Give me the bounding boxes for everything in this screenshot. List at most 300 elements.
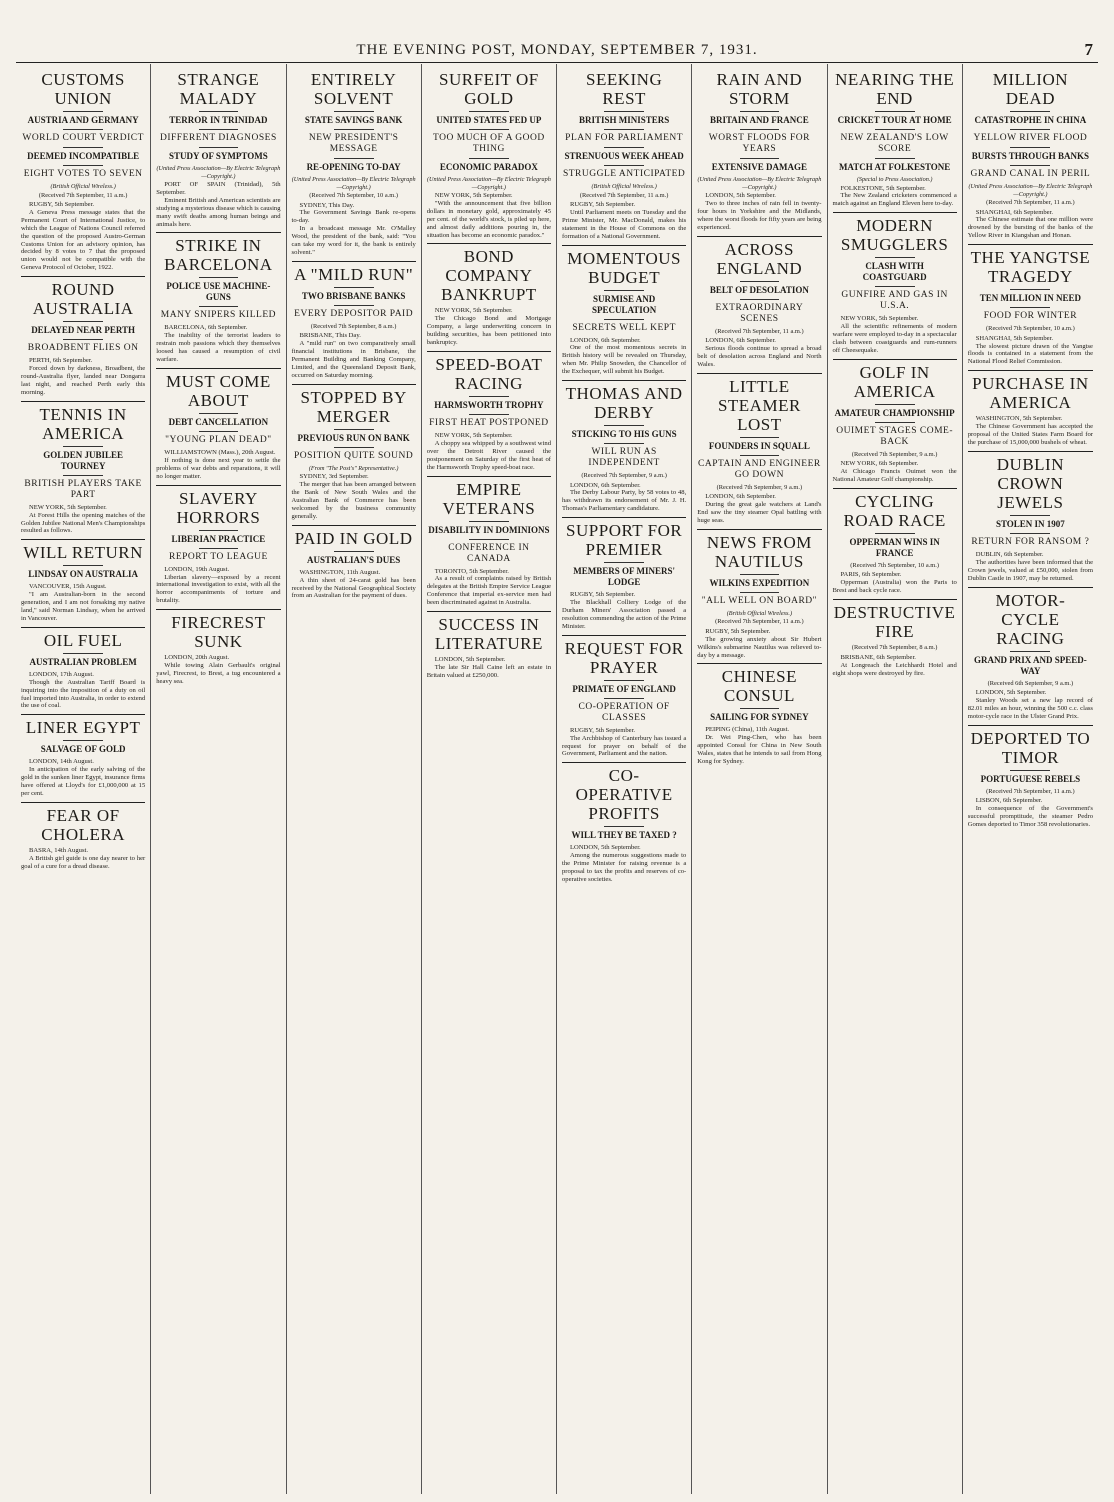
column-7 — [828, 64, 963, 1494]
story — [156, 236, 280, 364]
story-subhead: BRITAIN AND FRANCE — [709, 115, 809, 125]
story-separator — [562, 635, 686, 636]
story-subhead: PRIMATE OF ENGLAND — [572, 683, 676, 694]
story-paragraph: LONDON, 5th September. — [975, 689, 1047, 696]
story-subhead: CLASH WITH COASTGUARD — [862, 261, 927, 283]
story-subhead: POLICE USE MACHINE-GUNS — [166, 281, 271, 303]
story-subhead: RE-OPENING TO-DAY — [306, 162, 401, 172]
story-paragraph: NEW YORK, 5th September. — [434, 307, 513, 315]
wire-credit: (United Press Association—By Electric Telegraph—Copyright.) — [968, 183, 1093, 198]
story-headline: ACROSS ENGLAND — [716, 239, 803, 278]
headline-rule — [199, 548, 239, 549]
received-time: (Received 7th September, 11 a.m.) — [986, 787, 1075, 795]
story-subhead: DISABILITY IN DOMINIONS — [428, 524, 550, 535]
story-headline: DESTRUCTIVE FIRE — [833, 603, 956, 642]
story — [21, 631, 145, 711]
story-paragraph: Opperman (Australia) won the Paris to Brest and back cycle race. — [832, 579, 957, 595]
headline-rule — [1010, 129, 1050, 130]
story-paragraph: Liberian slavery—exposed by a recent international investigation to exist, with all the horror accompaniments of torture and brutality. — [156, 573, 281, 605]
story-headline: PURCHASE IN AMERICA — [972, 374, 1089, 413]
story-paragraph: At Longreach the Leichhardt Hotel and eight shops were destroyed by fire. — [832, 661, 957, 677]
story-subhead: SECRETS WELL KEPT — [572, 322, 676, 333]
story-paragraph: Though the Australian Tariff Board is inquiring into the imposition of a duty on oil fuel imported into Australia, in order to extend the use of coal. — [21, 678, 146, 710]
headline-rule — [1010, 307, 1050, 308]
column-8 — [963, 64, 1098, 1494]
story-headline: DEPORTED TO TIMOR — [970, 728, 1091, 767]
story-headline: DUBLIN CROWN JEWELS — [996, 454, 1064, 512]
story-paragraph: NEW YORK, 5th September. — [434, 431, 513, 439]
story-headline: CYCLING ROAD RACE — [843, 491, 946, 530]
headline-rule — [469, 521, 509, 522]
story-headline: SUCCESS IN LITERATURE — [434, 615, 543, 654]
headline-rule — [334, 287, 374, 288]
wire-credit: (British Official Wireless.) — [726, 609, 792, 617]
story-headline: STRIKE IN BARCELONA — [164, 236, 273, 275]
headline-rule — [63, 129, 103, 130]
headline-rule — [604, 698, 644, 699]
story-paragraph: TORONTO, 5th September. — [434, 567, 509, 575]
story — [292, 388, 416, 521]
story-headline: LITTLE STEAMER LOST — [717, 376, 801, 434]
story-subhead: WORLD COURT VERDICT — [22, 133, 144, 143]
story-paragraph: At Forest Hills the opening matches of the Golden Jubilee National Men's Championships resulted as follows. — [21, 511, 146, 535]
received-time: (Received 7th September, 8 a.m.) — [851, 644, 938, 652]
story-subhead: WORST FLOODS FOR YEARS — [708, 133, 810, 154]
headline-rule — [875, 158, 915, 159]
story — [562, 639, 686, 759]
story-subhead: LINDSAY ON AUSTRALIA — [28, 569, 139, 580]
headline-rule — [199, 129, 239, 130]
headline-rule — [334, 447, 374, 448]
story — [21, 543, 145, 623]
received-time: (Received 7th September, 10 a.m.) — [309, 192, 398, 199]
headline-rule — [469, 111, 509, 112]
wire-credit: (United Press Association—By Electric Telegraph—Copyright.) — [156, 165, 281, 180]
story-paragraph: NEW YORK, 6th September. — [840, 460, 919, 468]
story-paragraph: SYDNEY, This Day. — [299, 201, 355, 209]
received-time: (Received 7th September, 11 a.m.) — [38, 191, 128, 199]
headline-rule — [334, 551, 374, 552]
story — [292, 70, 416, 257]
wire-credit: (British Official Wireless.) — [591, 183, 657, 190]
story-paragraph: Eminent British and American scientists are studying a mysterious disease which is causing many swift deaths among human beings and animals here. — [156, 196, 281, 228]
headline-rule — [875, 422, 915, 423]
headline-rule — [469, 129, 509, 130]
story-paragraph: During the great gale watchers at Land's End saw the tiny steamer Opal battling with huge seas. — [697, 501, 822, 524]
headline-rule — [740, 158, 780, 159]
story — [21, 70, 145, 272]
headline-rule — [740, 129, 780, 130]
story-paragraph: PEIPING (China), 11th August. — [705, 726, 790, 734]
story-paragraph: The slowest picture drawn of the Yangtse floods is contained in a statement from the National Flood Relief Commission. — [967, 342, 1093, 366]
story — [21, 718, 145, 798]
story-separator — [427, 476, 551, 477]
headline-rule — [740, 111, 780, 112]
headline-rule — [604, 129, 644, 130]
story-headline: CO-OPERATIVE PROFITS — [575, 766, 673, 824]
story-headline: FEAR OF CHOLERA — [41, 805, 126, 844]
received-time: (Received 7th September, 9 a.m.) — [581, 472, 667, 480]
headline-rule — [63, 111, 103, 112]
story-subhead: RETURN FOR RANSOM ? — [971, 536, 1090, 547]
story-subhead: DEEMED INCOMPATIBLE — [27, 151, 140, 161]
story — [562, 384, 686, 513]
story — [562, 521, 686, 631]
story-subhead: EXTRAORDINARY SCENES — [715, 302, 804, 324]
story-paragraph: One of the most momentous secrets in British history will be revealed on Thursday, when Mr. Philip Snowden, the Chancellor of the Exchequer, will submit his Budget. — [562, 344, 687, 376]
story-subhead: STICKING TO HIS GUNS — [571, 429, 677, 440]
columns — [16, 64, 1098, 1494]
story-subhead: AUSTRALIAN PROBLEM — [29, 656, 137, 667]
headline-rule — [63, 165, 103, 166]
headline-rule — [604, 165, 644, 166]
story-paragraph: A "mild run" on two comparatively small financial institutions in Brisbane, the Permanent Building and Banking Company, Limited, and the Queensland Deposit Bank, occurred on Saturday morning. — [291, 340, 416, 379]
headline-rule — [469, 396, 509, 397]
page-number: 7 — [1084, 40, 1094, 59]
story-subhead: NEW PRESIDENT'S MESSAGE — [308, 133, 399, 154]
headline-rule — [334, 305, 374, 306]
story-paragraph: LONDON, 6th September. — [705, 493, 776, 501]
headline-rule — [604, 443, 644, 444]
story-headline: LINER EGYPT — [25, 718, 141, 738]
story-subhead: POSITION QUITE SOUND — [294, 450, 414, 461]
story-subhead: "YOUNG PLAN DEAD" — [165, 434, 272, 445]
story-headline: NEARING THE END — [835, 70, 955, 108]
story-subhead: WILL RUN AS INDEPENDENT — [588, 447, 660, 469]
story-subhead: STUDY OF SYMPTOMS — [169, 151, 268, 161]
received-time: (Received 7th September, 9 a.m.) — [716, 483, 803, 491]
column-1 — [16, 64, 151, 1494]
headline-rule — [1010, 770, 1050, 771]
headline-rule — [469, 158, 509, 159]
story-paragraph: If nothing is done next year to settle the problems of war debts and reparations, it will no longer matter. — [156, 456, 281, 480]
headline-rule — [604, 425, 644, 426]
story-paragraph: LONDON, 6th September. — [570, 481, 641, 489]
story-headline: REQUEST FOR PRAYER — [564, 638, 684, 677]
headline-rule — [604, 111, 644, 112]
headline-rule — [1010, 533, 1050, 534]
story — [427, 70, 551, 239]
story-separator — [156, 609, 280, 610]
headline-rule — [199, 306, 239, 307]
story-subhead: BURSTS THROUGH BANKS — [971, 151, 1090, 161]
story — [21, 405, 145, 536]
story — [562, 249, 686, 377]
story-paragraph: All the scientific refinements of modern warfare were employed to-day in a spectacular clash between coastguards and rum-runners off Cheesequake. — [832, 323, 957, 354]
story-paragraph: FOLKESTONE, 5th September. — [840, 184, 926, 192]
story-headline: MOMENTOUS BUDGET — [567, 248, 681, 287]
story-paragraph: SHANGHAI, 5th September. — [975, 334, 1054, 342]
story-separator — [156, 368, 280, 369]
story-subhead: BRITISH PLAYERS TAKE PART — [24, 478, 142, 500]
story-subhead: FOUNDERS IN SQUALL — [708, 440, 810, 451]
story-headline: PAID IN GOLD — [294, 528, 413, 548]
column-4 — [422, 64, 557, 1494]
story-paragraph: BRISBANE, This Day. — [299, 332, 361, 340]
story-paragraph: DUBLIN, 6th September. — [975, 550, 1044, 558]
story-paragraph: The Chinese Government has accepted the proposal of the United States Farm Board for the purchase of 15,000,000 bushels of wheat. — [967, 423, 1093, 446]
story-separator — [21, 714, 145, 715]
wire-credit: (United Press Association—By Electric Telegraph—Copyright.) — [426, 176, 551, 191]
story-separator — [833, 599, 957, 600]
story-separator — [292, 261, 416, 262]
story — [833, 70, 957, 208]
headline-rule — [1010, 147, 1050, 148]
story-paragraph: LONDON, 19th August. — [164, 565, 230, 573]
story-paragraph: BASRA, 14th August. — [29, 846, 88, 854]
story-headline: SEEKING REST — [586, 70, 663, 108]
story-subhead: DIFFERENT DIAGNOSES — [160, 133, 277, 143]
story-subhead: DEBT CANCELLATION — [168, 416, 269, 427]
headline-rule — [875, 111, 915, 112]
story-paragraph: NEW YORK, 5th September. — [29, 503, 107, 511]
story — [833, 363, 957, 484]
headline-rule — [1010, 289, 1050, 290]
story-subhead: EXTENSIVE DAMAGE — [711, 162, 807, 172]
story-separator — [562, 517, 686, 518]
story-paragraph: Serious floods continue to spread a broad belt of desolation across England and North Wales. — [697, 344, 822, 368]
headline-rule — [63, 653, 103, 654]
headline-rule — [199, 277, 239, 278]
story — [427, 480, 551, 608]
received-time: (Received 7th September, 9 a.m.) — [851, 450, 938, 458]
story-headline: BOND COMPANY BANKRUPT — [441, 247, 537, 305]
story-paragraph: The Chicago Bond and Mortgage Company, a large underwriting concern in building securities, has been petitioned into bankruptcy. — [426, 315, 551, 347]
story-subhead: GRAND CANAL IN PERIL — [970, 169, 1091, 179]
story-paragraph: RUGBY, 5th September. — [705, 627, 771, 635]
headline-rule — [875, 404, 915, 405]
story-subhead: OPPERMAN WINS IN FRANCE — [849, 536, 940, 558]
story-headline: SLAVERY HORRORS — [176, 488, 261, 527]
story-headline: EMPIRE VETERANS — [442, 479, 536, 518]
story-subhead: CAPTAIN AND ENGINEER GO DOWN — [698, 458, 821, 480]
headline-rule — [199, 147, 239, 148]
story-separator — [21, 401, 145, 402]
story-subhead: FOOD FOR WINTER — [983, 311, 1078, 322]
story-headline: TENNIS IN AMERICA — [39, 404, 127, 443]
story-subhead: CRICKET TOUR AT HOME — [837, 115, 952, 125]
story-subhead: HARMSWORTH TROPHY — [434, 399, 544, 410]
story-separator — [833, 212, 957, 213]
headline-rule — [1010, 515, 1050, 516]
wire-credit: (From "The Post's" Representative.) — [308, 464, 399, 472]
story-subhead: STRUGGLE ANTICIPATED — [562, 169, 686, 179]
story-headline: ROUND AUSTRALIA — [32, 280, 134, 319]
story-paragraph: A Geneva Press message states that the Permanent Court of International Justice, to which the League of Nations Council referred the question of the proposed Austro-German Customs Union for an advisory opinion, has decided by 8 votes to 7 that the proposed union would not be compatible with the Geneva Protocol of October, 1922. — [21, 208, 146, 272]
received-time: (Received 7th September, 11 a.m.) — [579, 191, 669, 199]
wire-credit: (United Press Association—By Electric Telegraph—Copyright.) — [697, 176, 822, 191]
headline-rule — [740, 455, 780, 456]
story-paragraph: SYDNEY, 3rd September. — [299, 473, 369, 481]
story — [833, 492, 957, 595]
story-separator — [968, 725, 1093, 726]
story — [697, 667, 821, 766]
story-paragraph: LONDON, 17th August. — [29, 670, 94, 678]
story-paragraph: LONDON, 6th September. — [705, 337, 776, 345]
story-paragraph: The authorities have been informed that the Crown jewels, valued at £50,000, stolen from Dublin Castle in 1907, may be returned. — [967, 558, 1093, 582]
headline-rule — [199, 111, 239, 112]
headline-rule — [199, 413, 239, 414]
story — [697, 70, 821, 232]
story-subhead: BELT OF DESOLATION — [709, 284, 809, 295]
headline-rule — [199, 530, 239, 531]
story-paragraph: The New Zealand cricketers commenced a match against an England Eleven here to-day. — [832, 192, 957, 208]
headline-rule — [875, 533, 915, 534]
story — [968, 591, 1093, 721]
wire-credit: (Special to Press Association.) — [856, 176, 933, 183]
story-subhead: ECONOMIC PARADOX — [439, 162, 538, 172]
story-paragraph: A thin sheet of 24-carat gold has been received by the National Geographical Society from an Australian for the payment of dues. — [291, 576, 416, 600]
story-paragraph: The merger that has been arranged between the Bank of New South Wales and the Australian Bank of Commerce has been welcomed by the business community generally. — [291, 481, 416, 520]
story — [427, 247, 551, 347]
story-paragraph: In anticipation of the early salving of the gold in the sunken liner Egypt, insurance firms have offered at Lloyd's for £1,000,000 at 15 per cent. — [21, 766, 146, 797]
story-paragraph: WILLIAMSTOWN (Mass.), 20th August. — [164, 448, 276, 456]
headline-rule — [1010, 111, 1050, 112]
story-paragraph: Forced down by darkness, Broadbent, the round-Australia flyer, landed near Dongarra last night, and reached Perth early this morning. — [21, 365, 146, 396]
story-subhead: OUIMET STAGES COME-BACK — [836, 425, 953, 447]
masthead — [16, 38, 1098, 63]
story-subhead: STOLEN IN 1907 — [995, 518, 1065, 529]
story-headline: MOTOR-CYCLE RACING — [995, 590, 1066, 648]
story-separator — [21, 276, 145, 277]
story-headline: STRANGE MALADY — [177, 70, 260, 108]
story — [968, 455, 1093, 583]
story-paragraph: LONDON, 5th September. — [570, 844, 641, 852]
story-subhead: FIRST HEAT POSTPONED — [429, 417, 549, 428]
received-time: (Received 7th September, 10 a.m.) — [850, 561, 939, 569]
story-separator — [697, 663, 821, 664]
story-paragraph: VANCOUVER, 15th August. — [29, 583, 107, 591]
story-paragraph: PORT OF SPAIN (Trinidad), 5th September. — [156, 181, 281, 196]
story-subhead: AMATEUR CHAMPIONSHIP — [834, 407, 955, 418]
story-paragraph: Dr. Wei Ping-Chen, who has been appointed Consul for China in New South Wales, states that he intends to sail from Hong Kong for Sydney. — [697, 734, 822, 766]
story — [562, 766, 686, 884]
story-subhead: AUSTRALIAN'S DUES — [306, 554, 401, 565]
story-headline: CHINESE CONSUL — [721, 667, 798, 706]
story — [21, 806, 145, 871]
headline-rule — [63, 475, 103, 476]
story-separator — [21, 539, 145, 540]
story-paragraph: Stanley Woods set a new lap record of 82.01 miles an hour, winning the 500 c.c. class motor-cycle race in the Ulster Grand Prix. — [967, 696, 1093, 720]
story — [21, 280, 145, 397]
story-headline: SURFEIT OF GOLD — [439, 70, 539, 108]
story-subhead: PORTUGUESE REBELS — [980, 773, 1081, 784]
headline-rule — [604, 826, 644, 827]
story-headline: STOPPED BY MERGER — [300, 387, 407, 426]
story — [562, 70, 686, 241]
headline-rule — [875, 129, 915, 130]
story — [697, 240, 821, 369]
received-time: (Received 6th September, 9 a.m.) — [987, 679, 1074, 687]
story-separator — [427, 611, 551, 612]
story-headline: RAIN AND STORM — [716, 70, 803, 108]
received-time: (Received 7th September, 10 a.m.) — [986, 325, 1075, 333]
story — [292, 265, 416, 380]
story-subhead: LIBERIAN PRACTICE — [171, 533, 266, 544]
story-separator — [968, 451, 1093, 452]
story-headline: SPEED-BOAT RACING — [435, 354, 543, 393]
headline-rule — [740, 592, 780, 593]
headline-rule — [740, 281, 780, 282]
story-subhead: UNITED STATES FED UP — [436, 115, 542, 125]
story-separator — [562, 762, 686, 763]
story-separator — [292, 384, 416, 385]
headline-rule — [334, 129, 374, 130]
story-subhead: TEN MILLION IN NEED — [979, 293, 1082, 304]
story-paragraph: RUGBY, 5th September. — [570, 201, 636, 208]
wire-credit: (British Official Wireless.) — [50, 183, 116, 190]
headline-rule — [875, 257, 915, 258]
story-headline: GOLF IN AMERICA — [853, 362, 936, 401]
story-paragraph: LONDON, 14th August. — [29, 758, 94, 766]
story-paragraph: BRISBANE, 6th September. — [840, 653, 916, 661]
story-paragraph: RUGBY, 5th September. — [29, 201, 95, 208]
column-6 — [692, 64, 827, 1494]
story-subhead: SAILING FOR SYDNEY — [710, 712, 809, 723]
story-paragraph: LONDON, 20th August. — [164, 654, 230, 662]
story-headline: OIL FUEL — [43, 630, 123, 650]
story-paragraph: A choppy sea whipped by a southwest wind over the Detroit River caused the postponement on Saturday of the first heat of the Harmsworth Trophy speed-boat race. — [426, 439, 551, 471]
story-paragraph: Until Parliament meets on Tuesday and the Prime Minister, Mr. MacDonald, makes his statement in the House of Commons on the formation of a National Government. — [562, 208, 687, 240]
story — [156, 613, 280, 686]
headline-rule — [469, 539, 509, 540]
story-paragraph: BARCELONA, 6th September. — [164, 324, 248, 332]
story-headline: FIRECREST SUNK — [171, 613, 266, 652]
story-paragraph: Among the numerous suggestions made to the Prime Minister for raising revenue is a proposal to tax the profits and reserves of co-operative societies. — [562, 852, 687, 883]
story-subhead: CATASTROPHE IN CHINA — [974, 115, 1087, 125]
headline-rule — [334, 111, 374, 112]
column-5 — [557, 64, 692, 1494]
story — [833, 216, 957, 355]
headline-rule — [740, 437, 780, 438]
story-subhead: PLAN FOR PARLIAMENT — [565, 133, 684, 143]
story-subhead: NEW ZEALAND'S LOW SCORE — [840, 133, 949, 154]
story-subhead: AUSTRIA AND GERMANY — [27, 115, 139, 125]
headline-rule — [740, 299, 780, 300]
story-separator — [968, 587, 1093, 588]
story-paragraph: The Derby Labour Party, by 58 votes to 48, has withdrawn its endorsement of Mr. J. H. Thomas's Parliamentary candidature. — [562, 489, 687, 513]
story-separator — [697, 373, 821, 374]
received-time: (Received 7th September, 8 a.m.) — [310, 322, 397, 330]
story-separator — [833, 488, 957, 489]
story — [697, 533, 821, 660]
story-paragraph: The growing anxiety about Sir Hubert Wilkins's submarine Nautilus was relieved to-day by a message. — [697, 635, 822, 659]
story-paragraph: RUGBY, 5th September. — [570, 726, 636, 734]
story-subhead: WILL THEY BE TAXED ? — [571, 830, 677, 841]
story — [292, 529, 416, 601]
story-headline: THOMAS AND DERBY — [565, 384, 683, 423]
story-headline: SUPPORT FOR PREMIER — [566, 521, 683, 560]
story-paragraph: WASHINGTON, 5th September. — [975, 415, 1063, 423]
story-subhead: GUNFIRE AND GAS IN U.S.A. — [841, 290, 948, 312]
story-paragraph: The late Sir Hall Caine left an estate in Britain valued at £250,000. — [426, 663, 551, 679]
headline-rule — [604, 147, 644, 148]
story-subhead: BRITISH MINISTERS — [578, 115, 670, 125]
story-subhead: EVERY DEPOSITOR PAID — [294, 308, 414, 319]
received-time: (Received 7th September, 11 a.m.) — [715, 618, 804, 626]
story-separator — [562, 380, 686, 381]
story-paragraph: LISBON, 6th September. — [975, 797, 1043, 805]
story-paragraph: SHANGHAI, 6th September. — [975, 208, 1054, 216]
story-subhead: SURMISE AND SPECULATION — [591, 293, 657, 315]
story-paragraph: RUGBY, 5th September. — [570, 591, 636, 599]
story-headline: MODERN SMUGGLERS — [840, 216, 949, 255]
headline-rule — [604, 319, 644, 320]
story — [833, 603, 957, 677]
headline-rule — [63, 339, 103, 340]
story-subhead: STRENUOUS WEEK AHEAD — [564, 151, 684, 161]
story-paragraph: At Chicago Francis Ouimet won the National Amateur Golf championship. — [832, 468, 957, 484]
